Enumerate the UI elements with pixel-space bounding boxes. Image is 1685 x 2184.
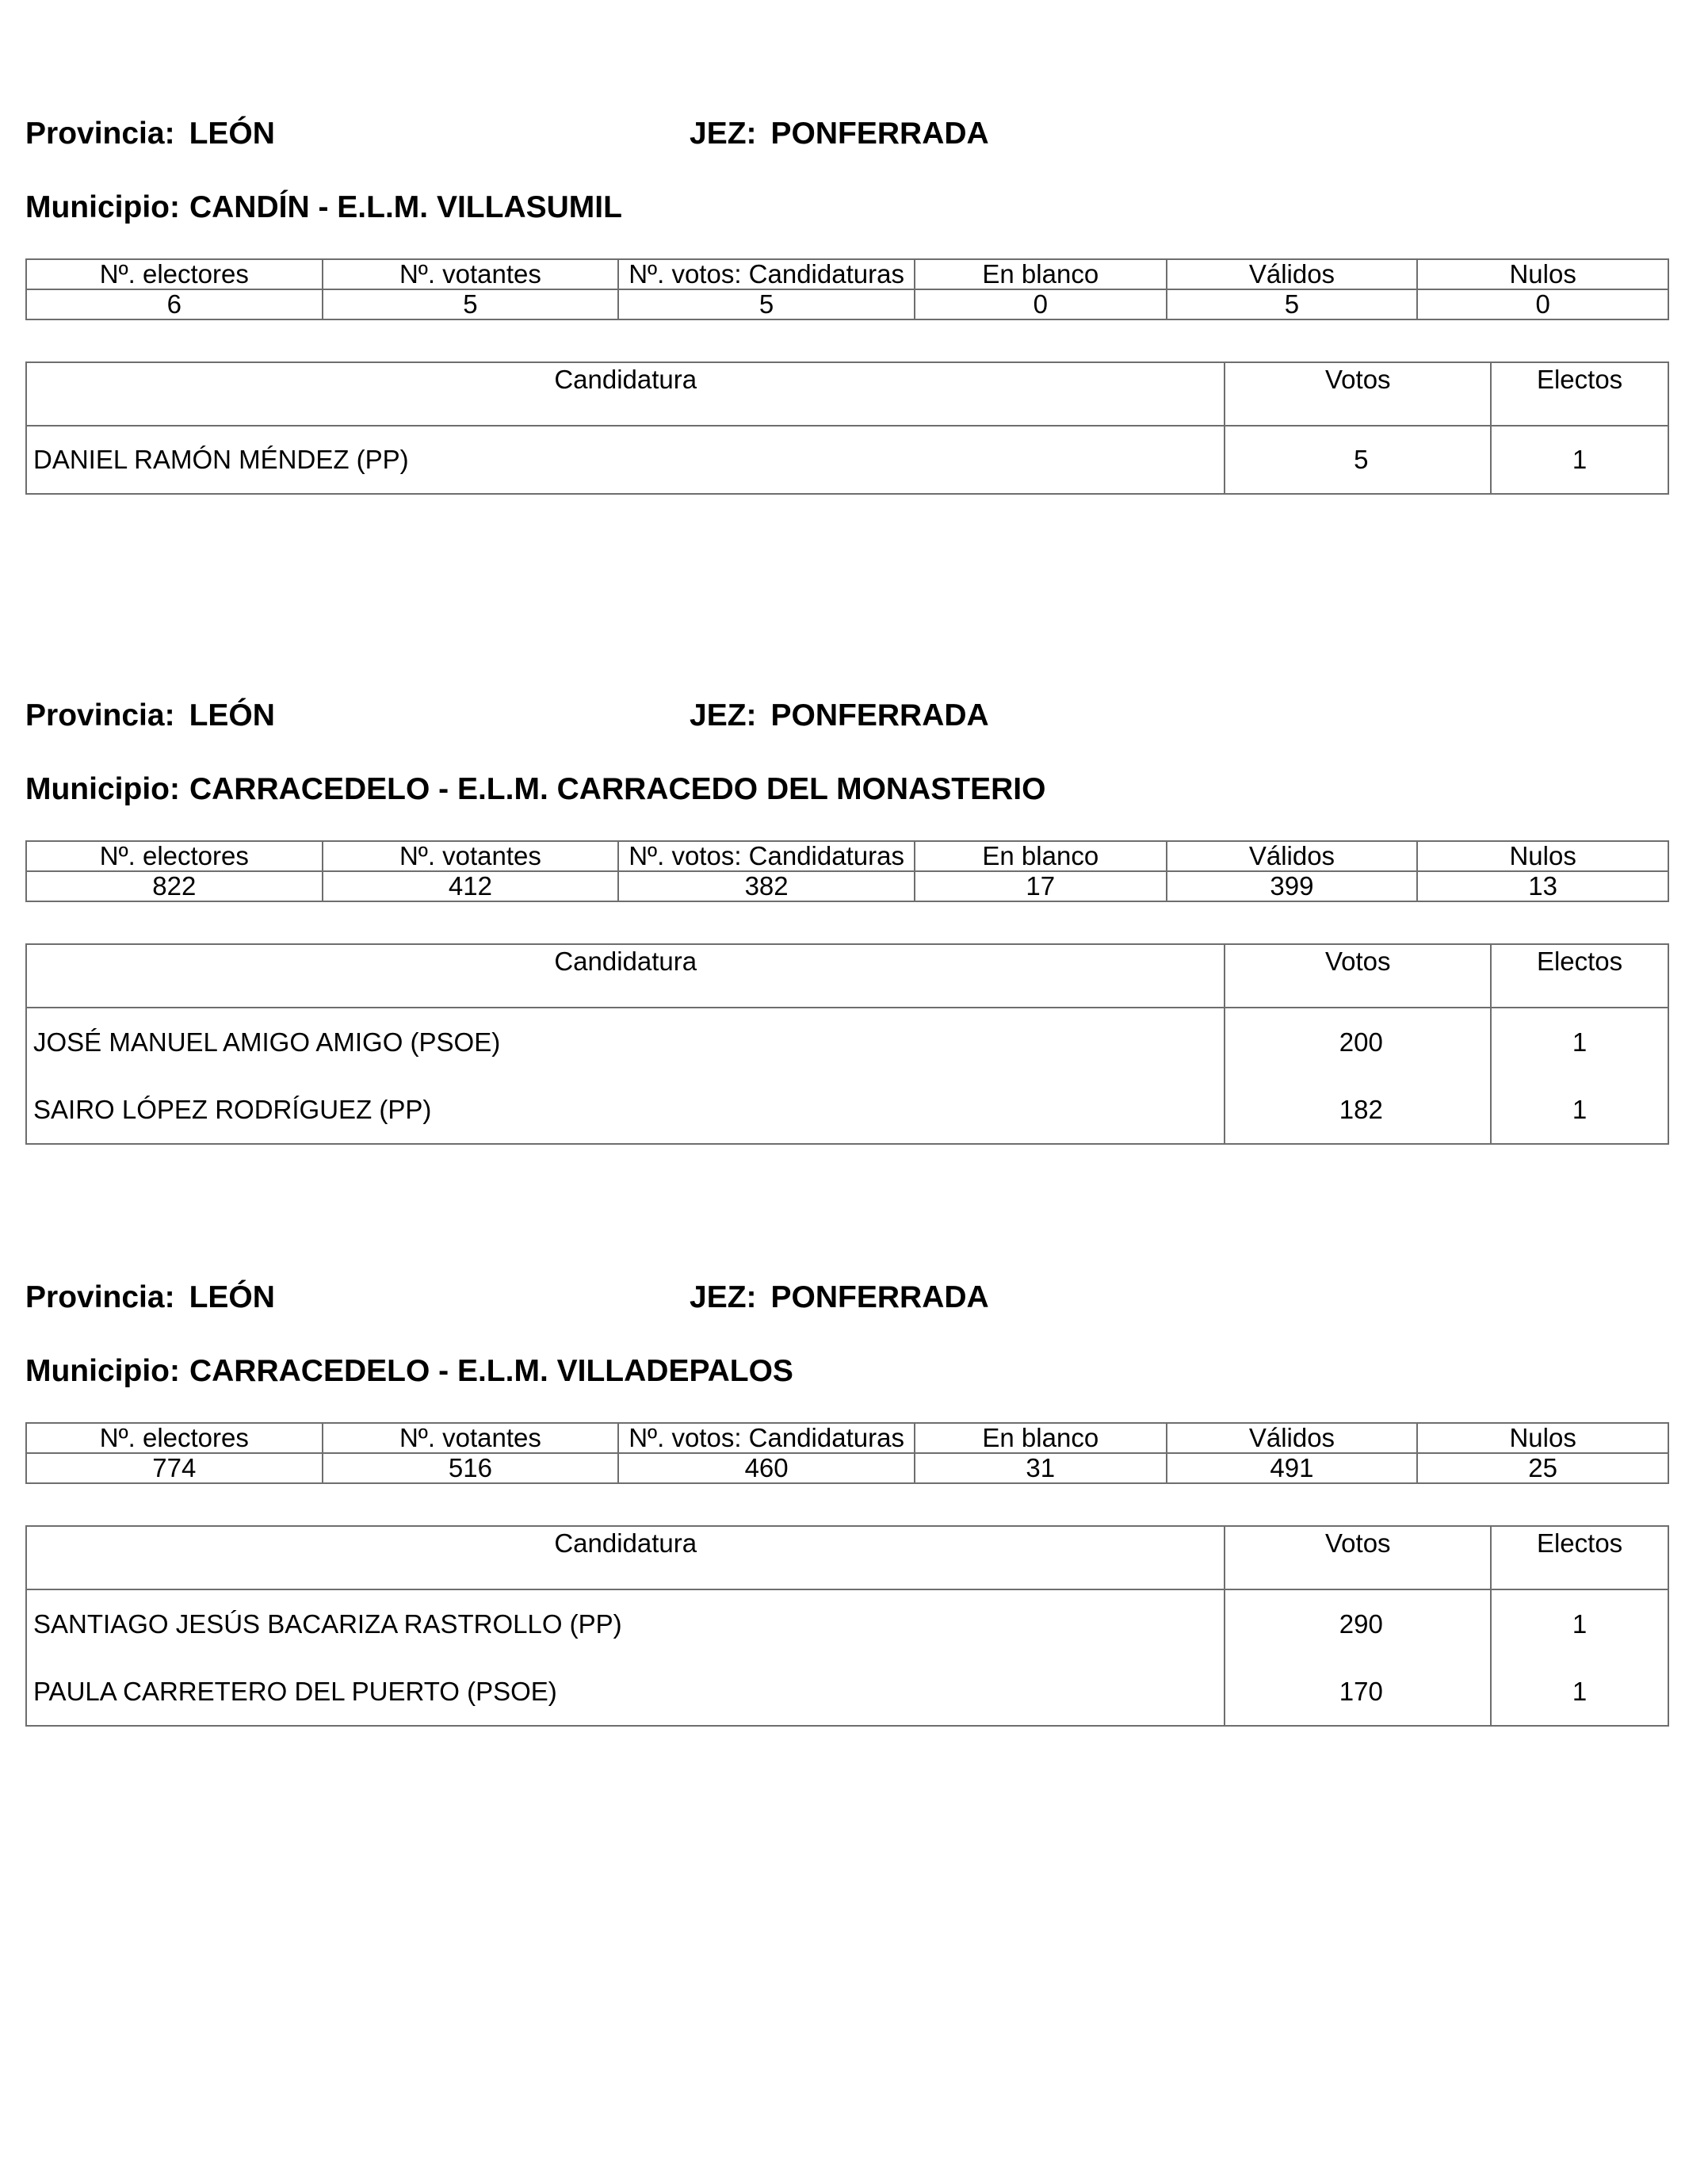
- stats-table: [25, 1422, 1669, 1484]
- candidates-header-row: [26, 362, 1668, 426]
- candidate-name: JOSÉ MANUEL AMIGO AMIGO (PSOE): [26, 1008, 1225, 1076]
- electos-header: Electos: [1491, 362, 1668, 426]
- provincia-line: [25, 1279, 275, 1316]
- candidatura-header: Candidatura: [26, 1526, 1225, 1589]
- provincia-value: LEÓN: [189, 117, 275, 151]
- stats-value: 516: [323, 1453, 619, 1483]
- stats-table: [25, 258, 1669, 320]
- candidate-name: PAULA CARRETERO DEL PUERTO (PSOE): [26, 1658, 1225, 1726]
- stats-header: En blanco: [915, 1423, 1167, 1453]
- candidate-name: SANTIAGO JESÚS BACARIZA RASTROLLO (PP): [26, 1589, 1225, 1658]
- jez-line: [690, 698, 989, 734]
- candidate-votos: 290: [1225, 1589, 1491, 1658]
- stats-value: 31: [915, 1453, 1167, 1483]
- jez-line: [690, 116, 989, 152]
- stats-value: 17: [915, 871, 1167, 901]
- stats-header: Nº. electores: [26, 841, 323, 871]
- electos-header: Electos: [1491, 1526, 1668, 1589]
- jez-label: JEZ:: [690, 1280, 757, 1314]
- provincia-line: [25, 698, 275, 734]
- stats-header: Nulos: [1417, 259, 1668, 289]
- stats-value: 412: [323, 871, 619, 901]
- stats-value: 5: [1167, 289, 1418, 319]
- provincia-label: Provincia:: [25, 698, 175, 732]
- candidate-electos: 1: [1491, 1008, 1668, 1076]
- provincia-label: Provincia:: [25, 117, 175, 151]
- stats-value: 0: [1417, 289, 1668, 319]
- stats-header: Nº. votos: Candidaturas: [618, 259, 915, 289]
- provincia-value: LEÓN: [189, 1280, 275, 1314]
- candidate-row: [26, 1589, 1668, 1658]
- candidate-votos: 182: [1225, 1076, 1491, 1144]
- jez-value: PONFERRADA: [770, 698, 989, 732]
- stats-value-row: [26, 289, 1668, 319]
- candidatura-header: Candidatura: [26, 362, 1225, 426]
- stats-table: [25, 840, 1669, 902]
- candidate-row: [26, 1076, 1668, 1144]
- stats-header: Nº. electores: [26, 1423, 323, 1453]
- candidates-table: [25, 361, 1669, 495]
- stats-header: Nº. votantes: [323, 1423, 619, 1453]
- municipio-line: [25, 189, 622, 226]
- candidate-electos: 1: [1491, 1589, 1668, 1658]
- municipio-value: CARRACEDELO - E.L.M. CARRACEDO DEL MONASTERIO: [189, 772, 1046, 806]
- votos-header: Votos: [1225, 362, 1491, 426]
- candidates-table: [25, 943, 1669, 1145]
- stats-header: Válidos: [1167, 1423, 1418, 1453]
- candidate-electos: 1: [1491, 1658, 1668, 1726]
- stats-header: Nº. votos: Candidaturas: [618, 841, 915, 871]
- stats-header-row: [26, 841, 1668, 871]
- municipio-line: [25, 771, 1045, 808]
- candidate-name: SAIRO LÓPEZ RODRÍGUEZ (PP): [26, 1076, 1225, 1144]
- stats-header: Nº. electores: [26, 259, 323, 289]
- stats-header: Válidos: [1167, 841, 1418, 871]
- stats-value: 460: [618, 1453, 915, 1483]
- municipio-label: Municipio:: [25, 190, 180, 224]
- municipio-line: [25, 1353, 793, 1390]
- municipio-value: CANDÍN - E.L.M. VILLASUMIL: [189, 190, 622, 224]
- candidate-votos: 200: [1225, 1008, 1491, 1076]
- stats-value-row: [26, 1453, 1668, 1483]
- candidate-row: [26, 1658, 1668, 1726]
- candidate-votos: 170: [1225, 1658, 1491, 1726]
- stats-value: 0: [915, 289, 1167, 319]
- stats-value: 774: [26, 1453, 323, 1483]
- stats-header: Nº. votantes: [323, 259, 619, 289]
- candidates-header-row: [26, 944, 1668, 1008]
- municipio-label: Municipio:: [25, 772, 180, 806]
- stats-value-row: [26, 871, 1668, 901]
- stats-value: 382: [618, 871, 915, 901]
- provincia-line: [25, 116, 275, 152]
- stats-header: Nº. votantes: [323, 841, 619, 871]
- candidate-electos: 1: [1491, 426, 1668, 494]
- municipio-value: CARRACEDELO - E.L.M. VILLADEPALOS: [189, 1354, 793, 1388]
- stats-value: 491: [1167, 1453, 1418, 1483]
- jez-line: [690, 1279, 989, 1316]
- candidates-header-row: [26, 1526, 1668, 1589]
- stats-header: Nulos: [1417, 1423, 1668, 1453]
- jez-label: JEZ:: [690, 698, 757, 732]
- stats-value: 822: [26, 871, 323, 901]
- stats-value: 6: [26, 289, 323, 319]
- stats-value: 5: [323, 289, 619, 319]
- provincia-label: Provincia:: [25, 1280, 175, 1314]
- candidate-votos: 5: [1225, 426, 1491, 494]
- municipio-label: Municipio:: [25, 1354, 180, 1388]
- candidate-row: [26, 1008, 1668, 1076]
- stats-header: Nº. votos: Candidaturas: [618, 1423, 915, 1453]
- stats-value: 399: [1167, 871, 1418, 901]
- stats-header-row: [26, 259, 1668, 289]
- candidate-row: [26, 426, 1668, 494]
- stats-header: En blanco: [915, 259, 1167, 289]
- votos-header: Votos: [1225, 1526, 1491, 1589]
- stats-value: 13: [1417, 871, 1668, 901]
- candidates-table: [25, 1525, 1669, 1727]
- candidate-name: DANIEL RAMÓN MÉNDEZ (PP): [26, 426, 1225, 494]
- stats-header: En blanco: [915, 841, 1167, 871]
- electos-header: Electos: [1491, 944, 1668, 1008]
- stats-header: Válidos: [1167, 259, 1418, 289]
- candidatura-header: Candidatura: [26, 944, 1225, 1008]
- stats-value: 25: [1417, 1453, 1668, 1483]
- provincia-value: LEÓN: [189, 698, 275, 732]
- jez-value: PONFERRADA: [770, 1280, 989, 1314]
- stats-header: Nulos: [1417, 841, 1668, 871]
- jez-label: JEZ:: [690, 117, 757, 151]
- votos-header: Votos: [1225, 944, 1491, 1008]
- jez-value: PONFERRADA: [770, 117, 989, 151]
- stats-header-row: [26, 1423, 1668, 1453]
- candidate-electos: 1: [1491, 1076, 1668, 1144]
- stats-value: 5: [618, 289, 915, 319]
